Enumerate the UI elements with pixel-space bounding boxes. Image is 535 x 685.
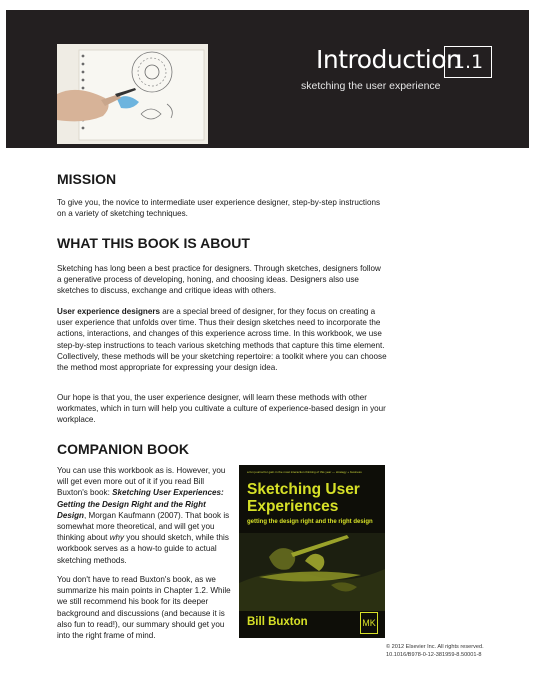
cover-title-line-1: Sketching User	[247, 481, 360, 498]
about-p2-bold: User experience designers	[57, 307, 161, 316]
mission-text: To give you, the novice to intermediate user experience designer, step-by-step instructions on a variety of sketching techniques.	[57, 198, 381, 219]
companion-heading: COMPANION BOOK	[57, 441, 189, 457]
companion-p1-a: You can use this workbook as is. However, you will get even more out of it if you read Bill Buxton's book:	[57, 466, 226, 498]
about-heading: WHAT THIS BOOK IS ABOUT	[57, 235, 250, 251]
companion-paragraph-2: You don't have to read Buxton's book, as we summarize his main points in Chapter 1.2. While we still recommend his book for its deeper background and discussions (and because it is also fun to read!), our summary should get you into the right frame of mind.	[57, 575, 231, 641]
about-paragraph-3: Our hope is that you, the user experience designer, will learn these methods with other workmates, which in turn will help you cultivate a culture of experience-based design in your workplace.	[57, 393, 386, 425]
sketch-illustration	[57, 44, 208, 144]
cover-title-line-2: Experiences	[247, 498, 339, 515]
about-p2-text: are a special breed of designer, for they focus on creating a user experience that unfolds over time. Thus their design sketches need to incorporate the actions, interactions, and changes of this experience across time. In this workbook, we use step-by-step instructions to teach various sketching methods that capture this time element. Collectively, these methods will be your sketching repertoire: a toolkit where you can choose the method most appropriate for expressing your design idea.	[57, 307, 387, 373]
cover-title	[247, 481, 360, 515]
about-paragraph-1: Sketching has long been a best practice for designers. Through sketches, designers follow a generative process of developing, honing, and choosing ideas. Designers also use sketches to discuss, exchange and critique ideas with others.	[57, 264, 381, 296]
chapter-subtitle: sketching the user experience	[301, 80, 441, 92]
cover-author: Bill Buxton	[247, 616, 308, 628]
companion-p1-c: you should sketch, while this workbook serves as a how-to guide to actual sketching methods.	[57, 533, 229, 565]
companion-p1-why: why	[109, 533, 125, 543]
cover-subtitle: getting the design right and the right design	[247, 519, 373, 525]
doi-text: 10.1016/B978-0-12-381959-8.50001-8	[386, 652, 482, 658]
book-cover	[239, 465, 385, 638]
companion-p1-b: , Morgan Kaufmann (2007). That book is somewhat more theoretical, and will get you thinking about	[57, 510, 230, 543]
sketchbook-photo	[57, 44, 208, 144]
footer	[386, 643, 484, 659]
mission-heading: MISSION	[57, 171, 117, 187]
chapter-title: Introduction	[316, 45, 462, 74]
companion-paragraph-1	[57, 465, 233, 566]
copyright-text: © 2012 Elsevier Inc. All rights reserved.	[386, 644, 484, 650]
about-paragraph-2	[57, 306, 387, 373]
publisher-logo: MK	[360, 612, 378, 634]
companion-book-title: Sketching User Experiences: Getting the Design Right and the Right Design	[57, 488, 224, 520]
cover-endorsement: a fun journal for gain in the most interaction thinking of this year — strategy + business	[247, 470, 362, 474]
chapter-number: 1.1	[444, 46, 492, 78]
